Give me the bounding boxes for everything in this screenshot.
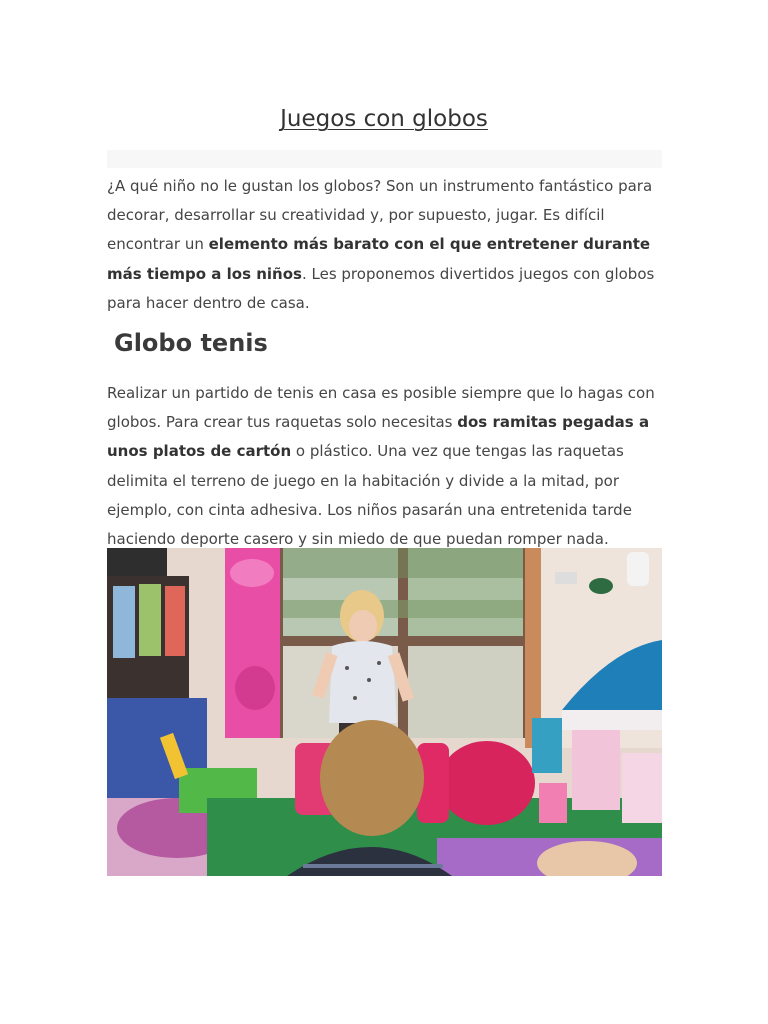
section-paragraph (107, 379, 662, 554)
section-bold-text: dos ramitas pegadas a unos platos de cartón (107, 413, 650, 461)
section-heading: Globo tenis (114, 329, 268, 357)
page-title: Juegos con globos (280, 106, 488, 132)
section-text-start: Realizar un partido de tenis en casa es posible siempre que lo hagas con globos. Para crear tus raquetas solo necesitas (107, 384, 655, 432)
title-divider-band (107, 150, 662, 168)
playroom-photo (107, 548, 662, 876)
section-text-end: o plástico. Una vez que tengas las raquetas delimita el terreno de juego en la habitación y divide a la mitad, por ejemplo, con cinta adhesiva. Los niños pasarán una entretenida tarde haciendo deporte casero y sin miedo de que puedan romper nada. (107, 442, 632, 549)
intro-text-start: ¿A qué niño no le gustan los globos? Son un instrumento fantástico para decorar, desarrollar su creatividad y, por supuesto, jugar. Es difícil encontrar un (107, 177, 653, 254)
intro-bold-text: elemento más barato con el que entretener durante más tiempo a los niños (107, 235, 651, 283)
intro-paragraph (107, 172, 662, 318)
intro-text-end: . Les proponemos divertidos juegos con globos para hacer dentro de casa. (107, 264, 655, 312)
